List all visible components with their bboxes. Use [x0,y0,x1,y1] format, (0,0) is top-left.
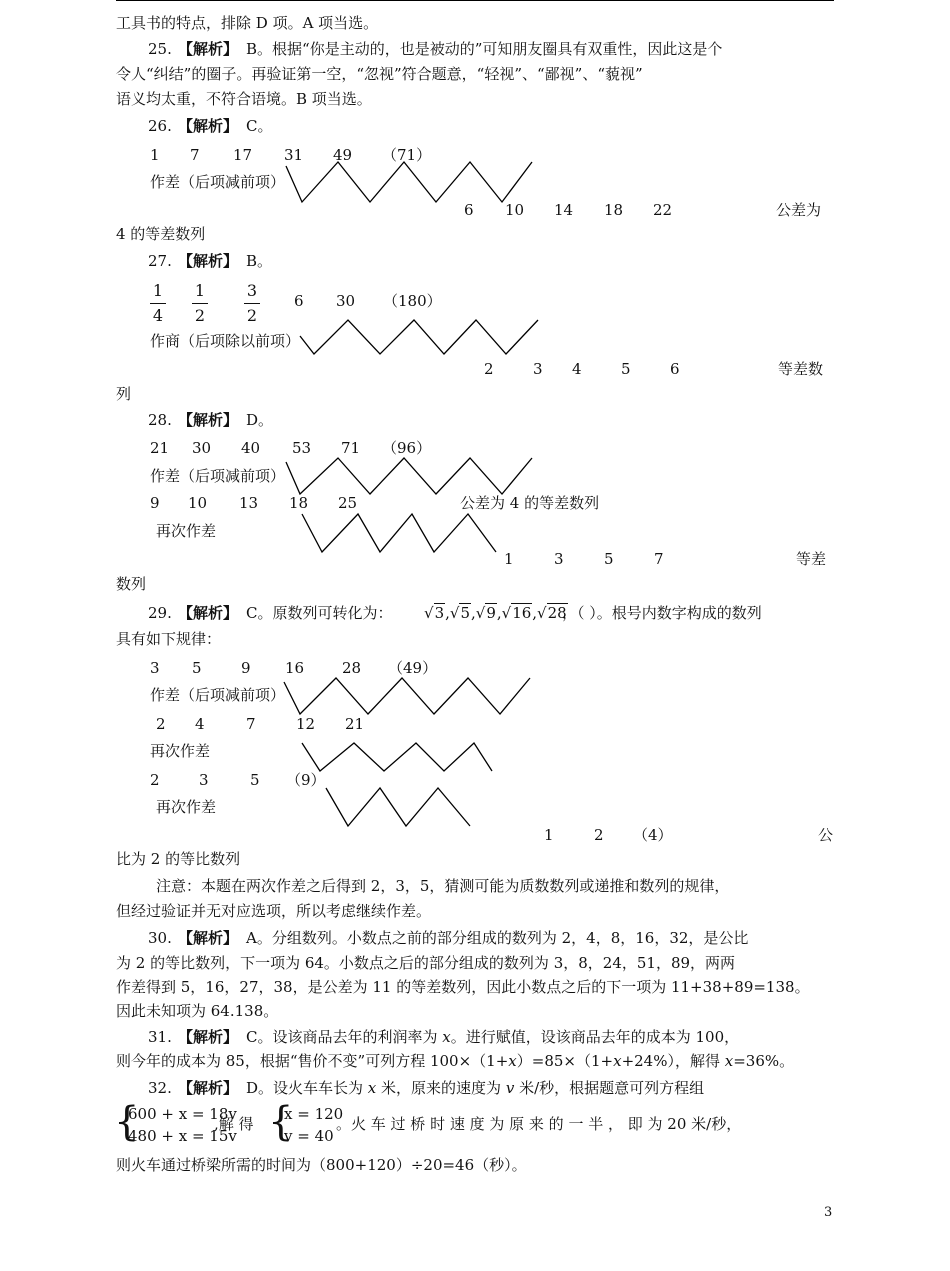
question-number: 30. [148,929,172,947]
answer: B。 [246,252,273,270]
difference-term: 22 [653,201,673,219]
difference-term: 12 [296,715,316,733]
fraction: 3 2 [244,280,260,327]
analysis-tag: 【解析】 [178,929,239,947]
sequence-term: 16 [285,659,305,677]
zigzag-diagram [284,676,534,718]
text-line: 比为 2 的等比数列 [116,850,241,868]
difference-term: 3 [199,771,209,789]
sequence-term: 7 [190,146,200,164]
sequence-term: （96） [382,439,432,457]
difference-term: 5 [250,771,260,789]
difference-term: （9） [286,771,326,789]
operation-label: 再次作差 [156,522,217,540]
quotient-term: 2 [484,360,494,378]
question-number: 27. [148,252,172,270]
difference-term: 7 [246,715,256,733]
difference-term: 1 [504,550,514,568]
analysis-tag: 【解析】 [178,1079,239,1097]
text-line: 为 2 的等比数列，下一项为 64。小数点之后的部分组成的数列为 3，8，24，51，89，两两 [116,954,736,972]
zigzag-diagram [302,741,502,775]
text-line: C。原数列可转化为： [246,604,393,622]
analysis-tag: 【解析】 [178,411,239,429]
header-rule [116,0,834,1]
operation-label: 作差（后项减前项） [150,686,286,704]
difference-term: 25 [338,494,358,512]
sequence-term: 1 [150,146,160,164]
analysis-tag: 【解析】 [178,117,239,135]
operation-label: 再次作差 [156,798,217,816]
sequence-term: 40 [241,439,261,457]
difference-term: 2 [156,715,166,733]
analysis-tag: 【解析】 [178,604,239,622]
text-line: 则火车通过桥梁所需的时间为（800+120）÷20=46（秒）。 [116,1156,527,1174]
operation-label: 作差（后项减前项） [150,467,286,485]
quotient-term: 6 [670,360,680,378]
difference-term: 2 [594,826,604,844]
sequence-term: 49 [333,146,353,164]
question-number: 32. [148,1079,172,1097]
text-line: 作差得到 5，16，27，38，是公差为 11 的等差数列，因此小数点之后的下一项为 11+38+89=138。 [116,978,810,996]
equation: 600 + x = 18v [128,1105,237,1123]
difference-term: 18 [289,494,309,512]
sequence-term: 53 [292,439,312,457]
analysis-tag: 【解析】 [178,40,239,58]
quotient-term: 4 [572,360,582,378]
sequence-term: 21 [150,439,170,457]
difference-term: 4 [195,715,205,733]
zigzag-diagram [326,786,476,830]
sequence-term: （49） [388,659,438,677]
sequence-term: 17 [233,146,253,164]
sequence-term: 31 [284,146,304,164]
fraction: 1 4 [150,280,166,327]
sequence-term: （180） [383,292,442,310]
text-line: 等差 [796,550,827,568]
difference-term: 13 [239,494,259,512]
zigzag-diagram [300,318,545,358]
question-number: 25. [148,40,172,58]
sequence-term: 71 [341,439,361,457]
difference-term: 1 [544,826,554,844]
difference-term: 10 [505,201,525,219]
text-line: 则今年的成本为 85，根据“售价不变”可列方程 100×（1+x）=85×（1+x+24%），解得 x=36%。 [116,1052,795,1070]
quotient-term: 5 [621,360,631,378]
difference-term: 10 [188,494,208,512]
text-line: 4 的等差数列 [116,225,206,243]
text-line: 数列 [116,575,147,593]
zigzag-diagram [302,512,502,556]
equation: 480 + x = 15v [128,1127,237,1145]
sequence-term: 30 [336,292,356,310]
difference-term: 18 [604,201,624,219]
text-line: 语义均太重，不符合语境。B 项当选。 [116,90,372,108]
answer: D。 [246,411,274,429]
text-line: 等差数 [778,360,824,378]
question-number: 31. [148,1028,172,1046]
difference-term: 6 [464,201,474,219]
operation-label: 作差（后项减前项） [150,173,286,191]
operation-label: 作商（后项除以前项） [150,332,301,350]
sequence-term: 6 [294,292,304,310]
text-line: 具有如下规律： [116,630,222,648]
zigzag-diagram [286,456,536,498]
text-line: 公差为 4 的等差数列 [460,494,600,512]
difference-term: （4） [633,826,673,844]
difference-term: 2 [150,771,160,789]
difference-term: 5 [604,550,614,568]
sqrt-expression: √3,√5,√9,√16,√28 [424,604,567,622]
question-number: 28. [148,411,172,429]
analysis-tag: 【解析】 [178,1028,239,1046]
fraction: 1 2 [192,280,208,327]
question-number: 26. [148,117,172,135]
sequence-term: 3 [150,659,160,677]
difference-term: 7 [654,550,664,568]
text-line: ,解 得 [214,1115,254,1133]
brace-symbol: { [268,1099,294,1145]
text-line: D。设火车车长为 x 米，原来的速度为 v 米/秒，根据题意可列方程组 [246,1079,705,1097]
sequence-term: （71） [382,146,432,164]
brace-symbol: { [114,1099,140,1145]
page-number: 3 [824,1205,833,1220]
equation: v = 40 [284,1127,334,1145]
difference-term: 9 [150,494,160,512]
sequence-term: 9 [241,659,251,677]
equation: x = 120 [284,1105,344,1123]
text-line: 公差为 [776,201,822,219]
question-number: 29. [148,604,172,622]
operation-label: 再次作差 [150,742,211,760]
text-line: 因此未知项为 64.138。 [116,1002,279,1020]
sequence-term: 28 [342,659,362,677]
sequence-term: 5 [192,659,202,677]
text-line: A。分组数列。小数点之前的部分组成的数列为 2，4，8，16，32，是公比 [246,929,749,947]
text-line: B。根据“你是主动的，也是被动的”可知朋友圈具有双重性，因此这是个 [246,40,723,58]
text-line: 但经过验证并无对应选项，所以考虑继续作差。 [116,902,432,920]
text-line: 公 [818,826,834,844]
text-line: 工具书的特点，排除 D 项。A 项当选。 [116,14,379,32]
answer: C。 [246,117,273,135]
text-line: ，（ ）。根号内数字构成的数列 [562,604,762,622]
text-line: 令人“纠结”的圈子。再验证第一空，“忽视”符合题意，“轻视”、“鄙视”、“藐视” [116,65,643,83]
text-line: C。设该商品去年的利润率为 x。进行赋值，设该商品去年的成本为 100， [246,1028,740,1046]
sequence-term: 30 [192,439,212,457]
text-line: 列 [116,385,132,403]
analysis-tag: 【解析】 [178,252,239,270]
text-line: 。火 车 过 桥 时 速 度 为 原 来 的 一 半 ， 即 为 20 米/秒， [336,1115,742,1133]
text-line: 注意：本题在两次作差之后得到 2，3，5，猜测可能为质数数列或递推和数列的规律， [156,877,730,895]
difference-term: 3 [554,550,564,568]
difference-term: 21 [345,715,365,733]
difference-term: 14 [554,201,574,219]
zigzag-diagram [286,160,536,210]
quotient-term: 3 [533,360,543,378]
